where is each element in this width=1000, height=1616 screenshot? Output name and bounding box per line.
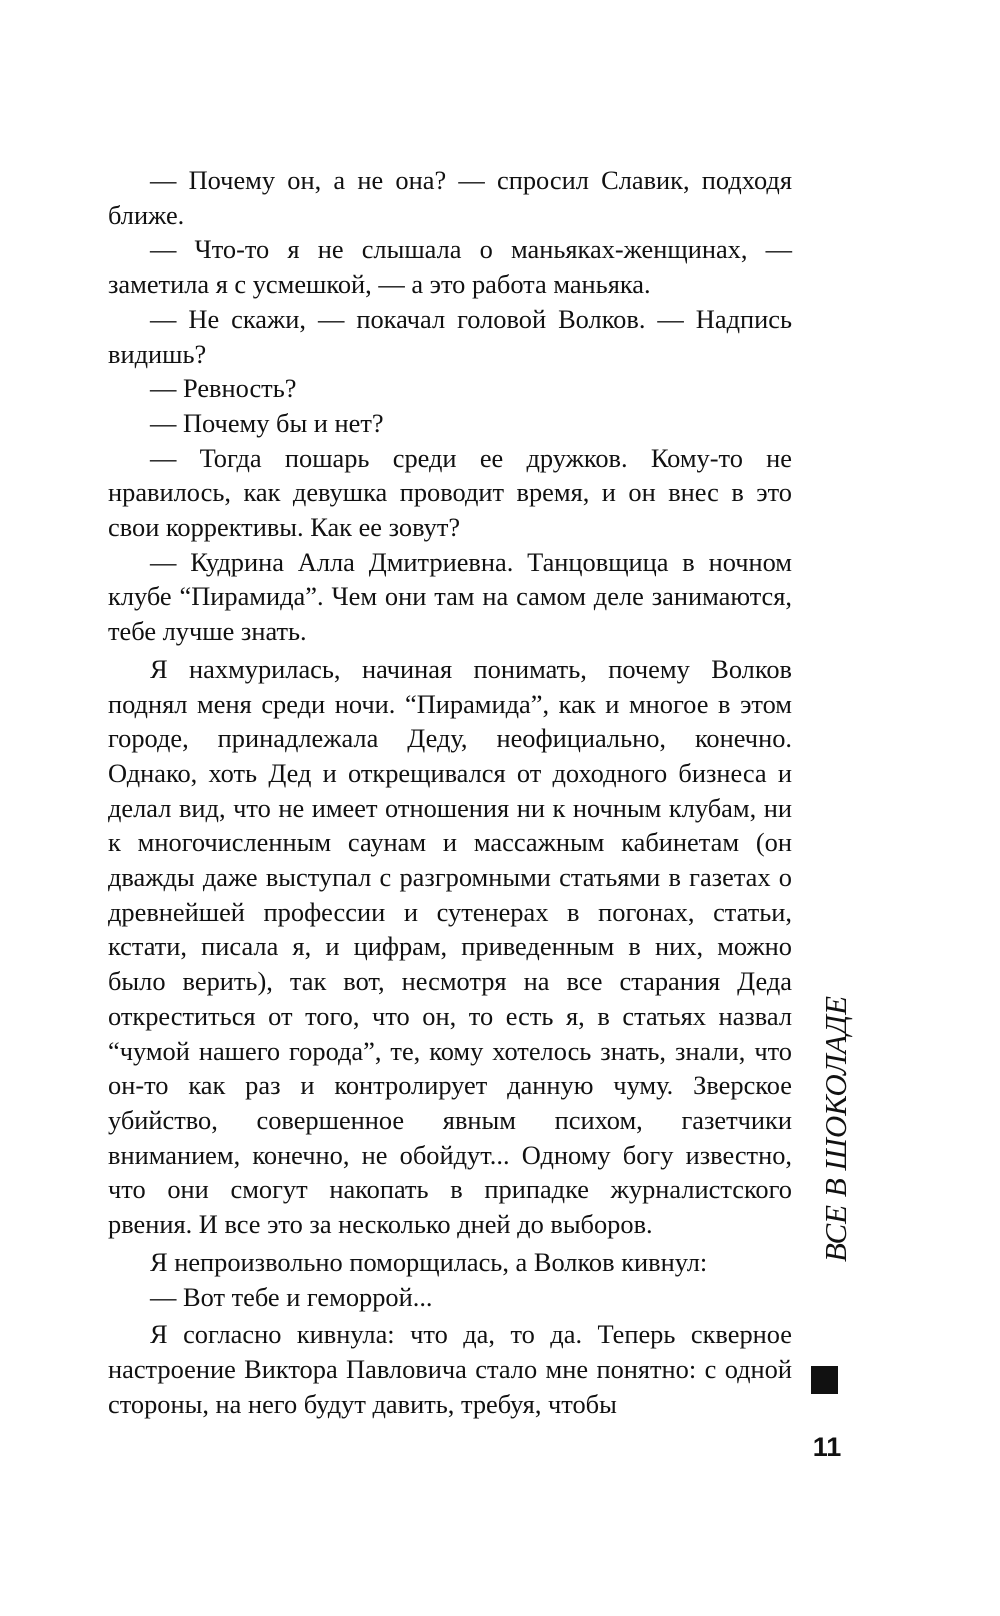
paragraph: — Почему бы и нет? bbox=[150, 407, 384, 438]
square-marker-icon bbox=[811, 1366, 838, 1394]
page-number: 11 bbox=[812, 1432, 842, 1462]
paragraph: — Почему он, а не она? — спросил Славик, подходя ближе. bbox=[108, 165, 792, 230]
paragraph: Я нахмурилась, начиная понимать, почему Волков поднял меня среди ночи. “Пирамида”, как и многое в этом городе, принадлежала Деду, неофициально, конечно. Однако, хоть Дед и открещивался от доходного бизнеса и делал вид, что не имеет отношения ни к ночным клубам, ни к многочисленным саунам и массажным кабинетам (он дважды даже выступал с разгромными статьями в газетах о древнейшей профессии и сутенерах в погонах, статьи, кстати, писала я, и цифрам, приведенным в них, можно было верить), так вот, несмотря на все старания Деда откреститься от того, что он, то есть я, в статьях назвал “чумой нашего города”, те, кому хотелось знать, знали, что он-то как раз и контролирует данную чуму. Зверское убийство, совершенное явным психом, газетчики вниманием, конечно, не обойдут... Одному богу известно, что они смогут накопать в припадке журналистского рвения. И все это за несколько дней до выборов. bbox=[108, 653, 792, 1240]
paragraph: Я согласно кивнула: что да, то да. Теперь скверное настроение Виктора Павловича стало мне понятно: с одной стороны, на него будут давить, требуя, чтобы bbox=[108, 1319, 792, 1419]
body-text bbox=[108, 163, 792, 1421]
paragraph: Я непроизвольно поморщилась, а Волков кивнул: bbox=[150, 1246, 708, 1277]
paragraph: — Тогда пошарь среди ее дружков. Кому-то не нравилось, как девушка проводит время, и он внес в это свои коррективы. Как ее зовут? bbox=[108, 442, 792, 543]
paragraph: — Что-то я не слышала о маньяках-женщинах, — заметила я с усмешкой, — а это работа маньяка. bbox=[108, 234, 792, 300]
paragraph: — Не скажи, — покачал головой Волков. — Надпись видишь? bbox=[108, 303, 792, 369]
paragraph: — Вот тебе и геморрой... bbox=[150, 1281, 433, 1312]
running-title: ВСЕ В ШОКОЛАДЕ bbox=[818, 995, 853, 1262]
paragraph: — Ревность? bbox=[150, 373, 297, 404]
paragraph: — Кудрина Алла Дмитриевна. Танцовщица в ночном клубе “Пирамида”. Чем они там на самом деле занимаются, тебе лучше знать. bbox=[108, 546, 792, 647]
